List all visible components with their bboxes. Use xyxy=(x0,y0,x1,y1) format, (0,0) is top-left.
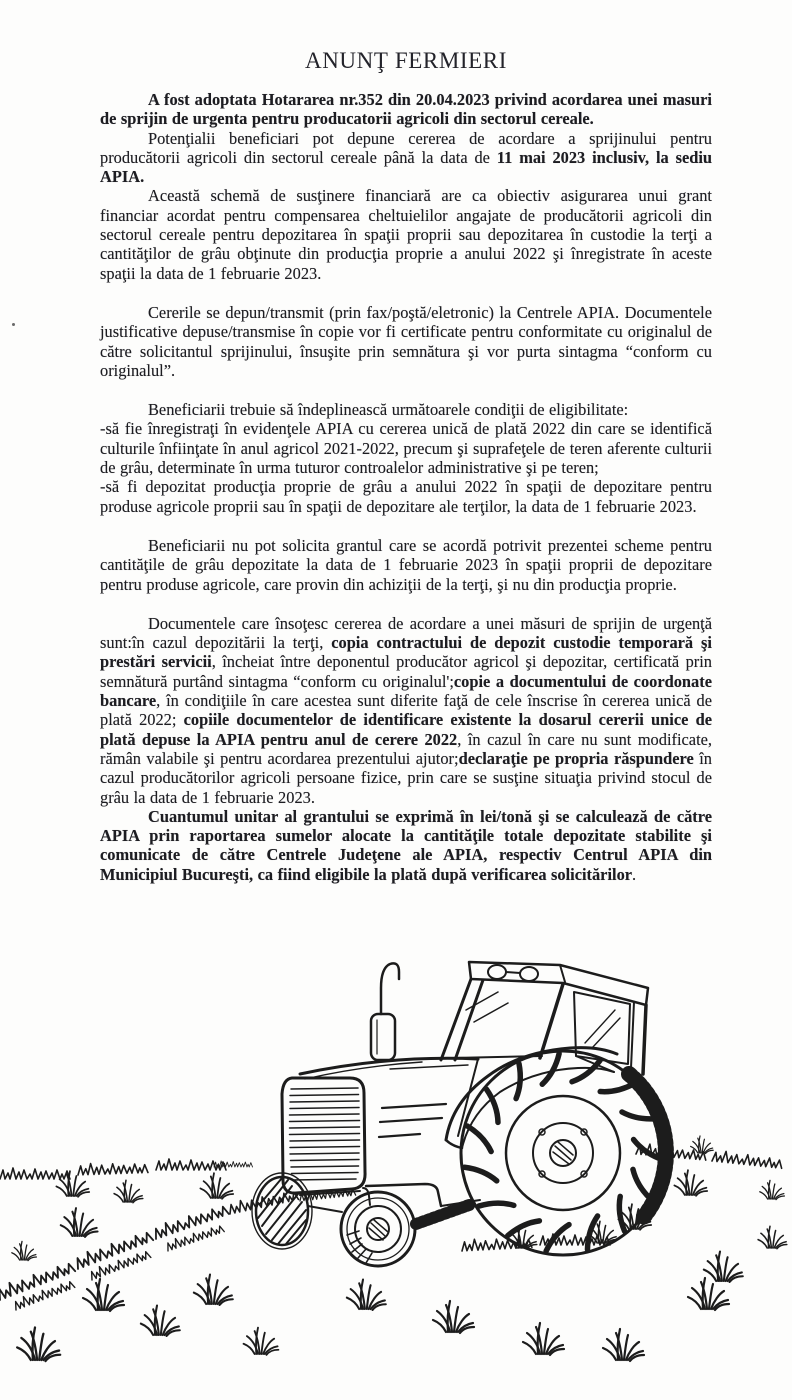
tractor-illustration xyxy=(0,948,792,1400)
far-front-wheel xyxy=(252,1173,342,1249)
paragraph: Potenţialii beneficiari pot depune cererea de acordare a sprijinului pentru producătorii agricoli din sectorul cereale până la data de 11 mai 2023 inclusiv, la sediu APIA. xyxy=(100,128,713,187)
tractor-line-art xyxy=(252,962,666,1266)
near-front-wheel xyxy=(341,1192,415,1266)
paragraph: Beneficiarii trebuie să îndeplinească următoarele condiţii de eligibilitate: xyxy=(148,400,629,420)
paragraph: Beneficiarii nu pot solicita grantul care se acordă potrivit prezentei scheme pentru cantităţile de grâu depozitate la data de 1 februarie 2023 în spaţii proprii de depozitare pentru produse agricole, care provin din achiziţii de la terţi, şi nu din producţia proprie. xyxy=(100,535,712,594)
paragraph: -să fie înregistraţi în evidenţele APIA cu cererea unică de plată 2022 din care se identifică culturile înfiinţate în anul agricol 2021-2022, precum şi suprafeţele de teren aferente culturii de grâu, determinate în urma tuturor controalelor administrative şi pe teren; xyxy=(100,419,712,478)
rear-wheel xyxy=(461,1051,666,1255)
paragraph: Această schemă de susţinere financiară are ca obiectiv asigurarea unui grant financiar acordat pentru compensarea cheltuielilor angajate de producătorii agricoli din sectorul cereale pentru depozitarea în spaţii proprii sau depozitarea în custodie la terţi a cantităţilor de grâu obţinute din producţia proprie a anului 2022 şi înregistrate în aceste spaţii la data de 1 februarie 2023. xyxy=(100,186,712,283)
paragraph: Cererile se depun/transmit (prin fax/poştă/eletronic) la Centrele APIA. Documentele justificative depuse/transmise în copie vor fi certificate pentru conformitate cu originalul de către solicitantul sprijinului, însuşite prin semnătura şi vor purta sintagma “conform cu originalul”. xyxy=(100,302,712,380)
document-body xyxy=(100,90,712,884)
scan-artifact-speck xyxy=(12,323,15,326)
grille-lines xyxy=(290,1088,360,1180)
paragraph: -să fi depozitat producţia proprie de grâu a anului 2022 în spaţii de depozitare pentru produse agricole proprii sau în spaţii de depozitare ale terţilor, la data de 1 februarie 2023. xyxy=(100,477,712,516)
exhaust-pipe xyxy=(371,963,399,1060)
paragraph: Cuantumul unitar al grantului se exprimă în lei/tonă şi se calculează de către APIA prin raportarea sumelor alocate la cantităţile totale depozitate stabilite şi comunicate de către Centrele Judeţene ale APIA, respectiv Centrul APIA din Municipiul Bucureşti, ca fiind eligibile la plată după verificarea solicitărilor. xyxy=(100,806,712,884)
page-title: ANUNŢ FERMIERI xyxy=(305,48,507,73)
paragraph: A fost adoptata Hotararea nr.352 din 20.04.2023 privind acordarea unei masuri de sprijin de urgenta pentru producatorii agricoli din sectorul cereale. xyxy=(100,90,712,129)
hood xyxy=(282,1058,480,1224)
tractor-field-drawing xyxy=(0,948,792,1400)
paragraph: Documentele care însoţesc cererea de acordare a unei măsuri de sprijin de urgenţă sunt:în cazul depozitării la terţi, copia contractului de depozit custodie temporară şi prestări servicii, încheiat între deponentul producător agricol şi depozitar, certificată prin semnătură purtând sintagma “conform cu originalul';copie a documentului de coordonate bancare, în condiţiile în care acestea sunt diferite faţă de cele înscrise în cererea unică de plată 2022; copiile documentelor de identificare existente la dosarul cererii unice de plată depuse la APIA pentru anul de cerere 2022, în cazul în care nu sunt modificate, rămân valabile şi pentru acordarea prezentului ajutor;declaraţie pe propria răspundere în cazul producătorilor agricoli persoane fizice, prin care se susţine situaţia privind stocul de grâu la data de 1 februarie 2023. xyxy=(100,613,713,807)
cab xyxy=(441,962,648,1074)
